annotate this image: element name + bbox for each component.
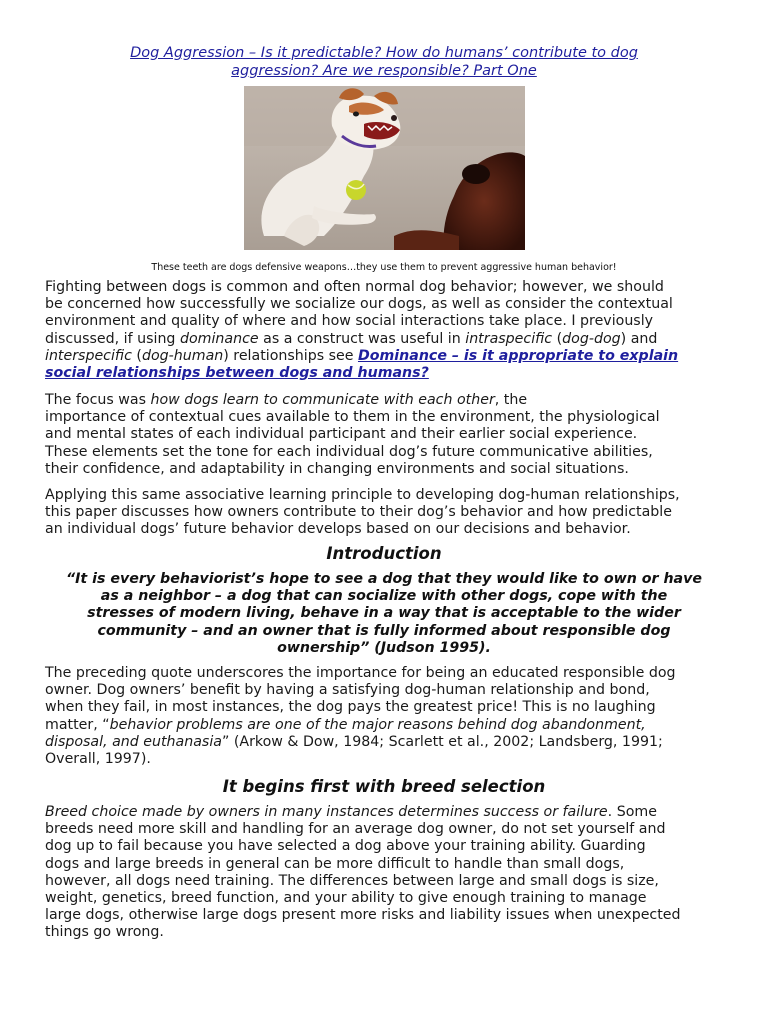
text-line: however, all dogs need training. The differences between large and small dogs is size, (45, 872, 659, 889)
document-title-link[interactable] (60, 44, 708, 80)
quote-line: “It is every behaviorist’s hope to see a dog that they would like to own or have (66, 571, 702, 587)
dominance-article-link-cont[interactable]: social relationships between dogs and humans? (45, 365, 429, 382)
text-line: environment and quality of where and how social interactions take place. I previously (45, 313, 654, 330)
italic-citation: behavior problems are one of the major reasons behind dog abandonment, (109, 716, 646, 733)
title-line-2[interactable]: aggression? Are we responsible? Part One (231, 63, 537, 79)
text-line: dog up to fail because you have selected a dog above your training ability. Guarding (45, 838, 646, 855)
dominance-article-link[interactable]: Dominance – is it appropriate to explain (357, 347, 679, 364)
paragraph-5 (45, 804, 735, 942)
text-run: discussed, if using (45, 330, 180, 347)
text-line: this paper discusses how owners contribute to their dog’s behavior and how predictable (45, 504, 672, 521)
text-line (45, 392, 735, 409)
text-line (45, 804, 735, 821)
text-run: , the (494, 392, 528, 408)
paragraph-2 (45, 392, 735, 478)
text-line: be concerned how successfully we socialize our dogs, as well as consider the contextual (45, 296, 673, 313)
italic-citation: disposal, and euthanasia (45, 733, 222, 750)
quote-line: ownership” (Judson 1995). (277, 639, 491, 656)
judson-quote (40, 571, 728, 657)
italic-term: dog-dog (562, 330, 621, 347)
text-line: The preceding quote underscores the importance for being an educated responsible dog (45, 665, 676, 681)
text-run: ) relationships see (223, 347, 358, 364)
text-run: ( (552, 330, 563, 347)
text-line: when they fail, in most instances, the dog pays the greatest price! This is no laughing (45, 699, 656, 716)
text-run: The focus was (45, 392, 151, 408)
text-run: ( (131, 347, 142, 364)
text-line: owner. Dog owners’ benefit by having a satisfying dog-human relationship and bond, (45, 682, 650, 699)
italic-phrase: how dogs learn to communicate with each other (150, 392, 495, 408)
text-line: importance of contextual cues available to them in the environment, the physiological (45, 409, 660, 426)
title-line-1[interactable]: Dog Aggression – Is it predictable? How do humans’ contribute to dog (130, 45, 638, 61)
text-line (45, 365, 735, 382)
text-line (45, 717, 735, 734)
text-run: ” (Arkow & Dow, 1984; Scarlett et al., 2002; Landsberg, 1991; (221, 733, 663, 750)
quote-line: community – and an owner that is fully informed about responsible dog (97, 622, 671, 639)
italic-term: interspecific (45, 347, 132, 364)
text-run: . Some (607, 804, 657, 820)
text-run: as a construct was useful in (258, 330, 466, 347)
text-line: Overall, 1997). (45, 751, 151, 768)
text-line: large dogs, otherwise large dogs present more risks and liability issues when unexpected (45, 907, 681, 924)
text-line (45, 331, 735, 348)
italic-sentence: Breed choice made by owners in many instances determines success or failure (45, 804, 608, 820)
dog-fight-photo (244, 86, 525, 250)
italic-term: dominance (179, 330, 259, 347)
text-line: Applying this same associative learning principle to developing dog-human relationships, (45, 487, 680, 503)
text-line: breeds need more skill and handling for an average dog owner, do not set yourself and (45, 821, 666, 838)
paragraph-3 (45, 487, 735, 539)
text-line: their confidence, and adaptability in changing environments and social situations. (45, 460, 629, 477)
text-line: dogs and large breeds in general can be more difficult to handle than small dogs, (45, 855, 625, 872)
heading-introduction: Introduction (326, 544, 442, 563)
quote-line: as a neighbor – a dog that can socialize with other dogs, cope with the (100, 588, 668, 605)
italic-term: intraspecific (465, 330, 553, 347)
text-line: Fighting between dogs is common and often normal dog behavior; however, we should (45, 279, 664, 295)
photo-caption: These teeth are dogs defensive weapons…they use them to prevent aggressive human behavior! (151, 262, 617, 273)
text-line (45, 348, 735, 365)
heading-breed-selection: It begins first with breed selection (222, 777, 546, 796)
text-run: ) and (620, 330, 658, 347)
text-line: These elements set the tone for each individual dog’s future communicative abilities, (45, 443, 653, 460)
text-run: matter, “ (45, 716, 110, 733)
text-line: weight, genetics, breed function, and your ability to give enough training to manage (45, 890, 647, 907)
quote-line: stresses of modern living, behave in a way that is acceptable to the wider (87, 605, 681, 622)
italic-term: dog-human (141, 347, 224, 364)
text-line: and mental states of each individual participant and their earlier social experience. (45, 426, 638, 443)
paragraph-4 (45, 665, 735, 768)
text-line: things go wrong. (45, 924, 164, 941)
paragraph-1 (45, 279, 735, 382)
text-line: an individual dogs’ future behavior develops based on our decisions and behavior. (45, 521, 631, 538)
text-line (45, 734, 735, 751)
